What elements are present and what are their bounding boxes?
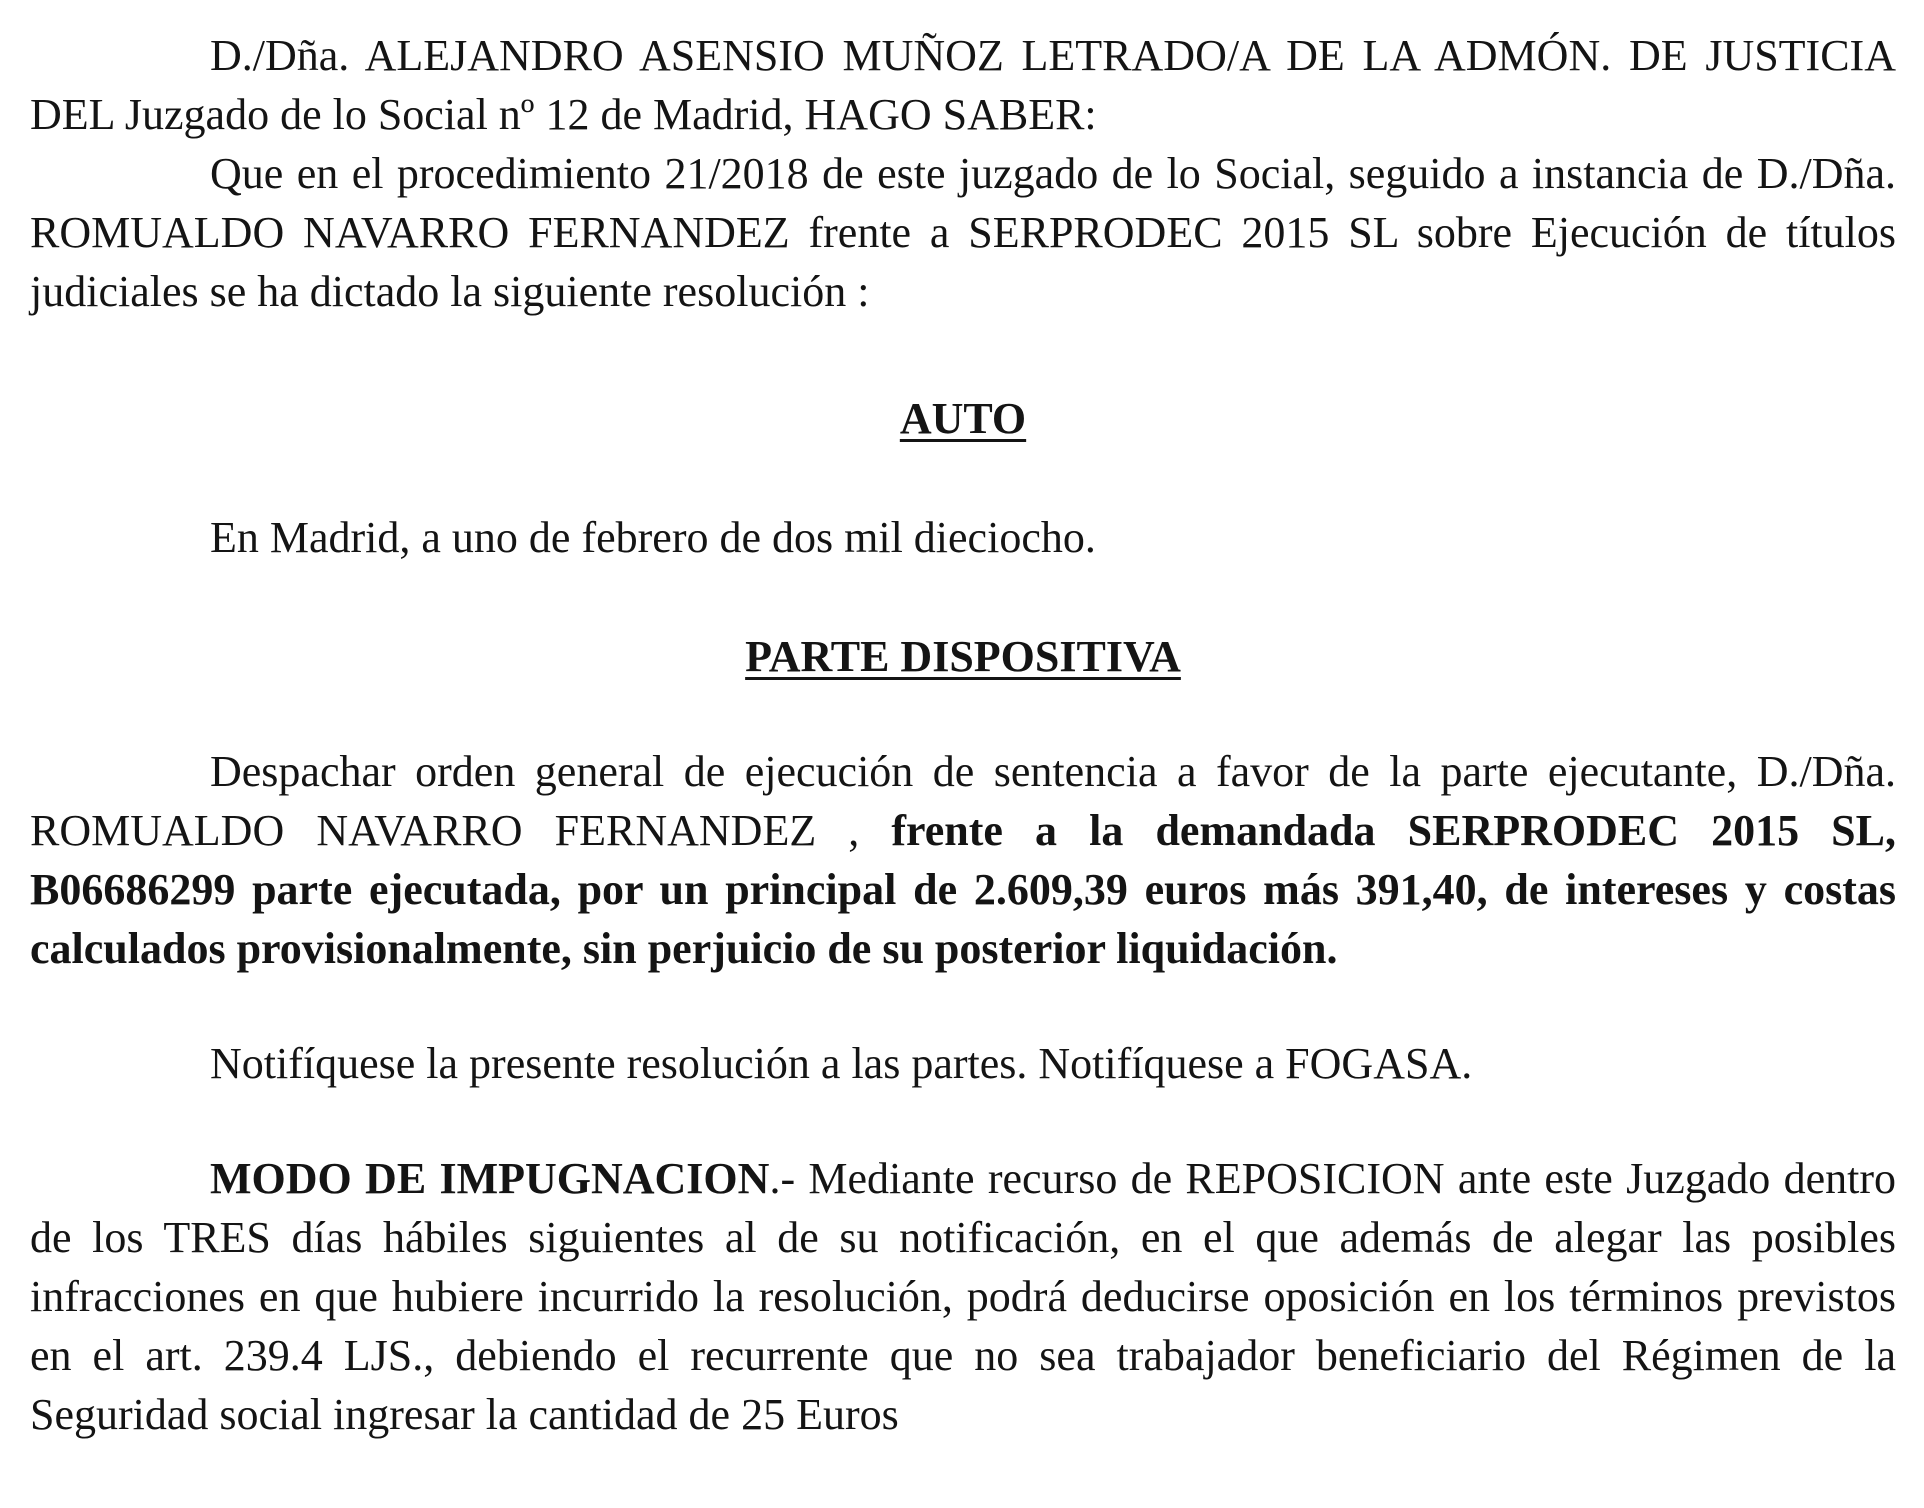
impugnacion-paragraph [30, 1149, 1896, 1444]
impugnacion-text: .- Mediante recurso de REPOSICION ante este Juzgado dentro de los TRES días hábiles siguientes al de su notificación, en el que además de alegar las posibles infracciones en que hubiere incurrido la resolución, podrá deducirse oposición en los términos previstos en el art. 239.4 LJS., debiendo el recurrente que no sea trabajador beneficiario del Régimen de la Seguridad social ingresar la cantidad de 25 Euros [30, 1154, 1896, 1439]
parte-dispositiva-heading: PARTE DISPOSITIVA [745, 632, 1181, 681]
document-page [30, 26, 1896, 1444]
impugnacion-label: MODO DE IMPUGNACION [210, 1154, 770, 1203]
intro-paragraph [30, 26, 1896, 144]
dispositiva-bold-text: frente a la demandada SERPRODEC 2015 SL, B06686299 parte ejecutada, por un principal de 2.609,39 euros más 391,40, de intereses y costas calculados provisionalmente, sin perjuicio de su posterior liquidación. [30, 806, 1896, 973]
procedure-text: Que en el procedimiento 21/2018 de este juzgado de lo Social, seguido a instancia de D./Dña. ROMUALDO NAVARRO FERNANDEZ frente a SERPRODEC 2015 SL sobre Ejecución de títulos judiciales se ha dictado la siguiente resolución : [30, 149, 1896, 316]
dispositiva-normal-text: Despachar orden general de ejecución de sentencia a favor de la parte ejecutante, D./Dña. ROMUALDO NAVARRO FERNANDEZ , [30, 747, 1896, 855]
notify-line: Notifíquese la presente resolución a las partes. Notifíquese a FOGASA. [210, 1039, 1473, 1088]
procedure-paragraph [30, 144, 1896, 321]
dispositiva-paragraph [30, 742, 1896, 978]
intro-text: D./Dña. ALEJANDRO ASENSIO MUÑOZ LETRADO/A DE LA ADMÓN. DE JUSTICIA DEL Juzgado de lo Social nº 12 de Madrid, HAGO SABER: [30, 31, 1896, 139]
auto-heading: AUTO [899, 394, 1027, 443]
date-line: En Madrid, a uno de febrero de dos mil dieciocho. [210, 513, 1096, 562]
